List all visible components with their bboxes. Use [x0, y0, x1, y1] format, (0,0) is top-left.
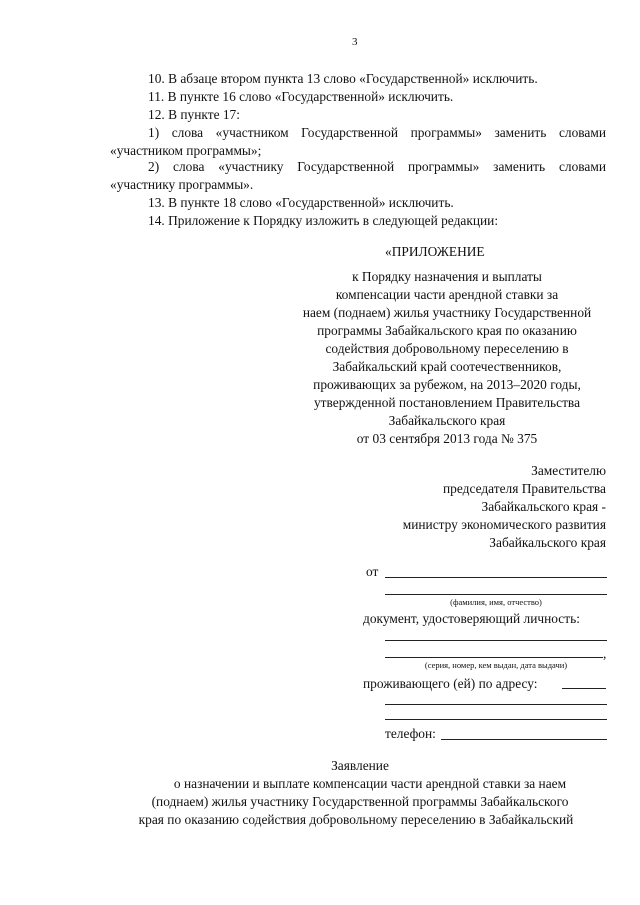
- appendix-line: наем (поднаем) жилья участнику Государственной: [302, 305, 592, 320]
- fio-hint: (фамилия, имя, отчество): [450, 597, 542, 607]
- statement-title: Заявление: [331, 758, 389, 773]
- appendix-line: от 03 сентября 2013 года № 375: [356, 431, 538, 446]
- amendment-12-item-1: 1) слова «участником Государственной программы» заменить словами: [148, 125, 606, 140]
- fio-input-line: [385, 577, 607, 578]
- address-input-line: [562, 688, 606, 689]
- appendix-line: проживающих за рубежом, на 2013–2020 годы,: [313, 377, 581, 392]
- document-comma: ,: [603, 646, 607, 661]
- appendix-line: Забайкальского края: [388, 413, 506, 428]
- amendment-14: 14. Приложение к Порядку изложить в следующей редакции:: [148, 213, 499, 228]
- fio-input-line-2: [385, 594, 607, 595]
- amendment-12-item-2-cont: «участнику программы».: [110, 177, 254, 192]
- appendix-line: программы Забайкальского края по оказанию: [317, 323, 577, 338]
- appendix-title: «ПРИЛОЖЕНИЕ: [385, 244, 485, 259]
- appendix-line: к Порядку назначения и выплаты: [352, 269, 542, 284]
- statement-line: (поднаем) жилья участнику Государственной программы Забайкальского: [151, 794, 569, 809]
- amendment-12: 12. В пункте 17:: [148, 107, 240, 122]
- appendix-line: утвержденной постановлением Правительства: [313, 395, 581, 410]
- addressee-line: министру экономического развития: [402, 517, 606, 532]
- document-input-line-2: [385, 657, 603, 658]
- addressee-line: Забайкальского края: [489, 535, 606, 550]
- addressee-line: Заместителю: [531, 463, 606, 478]
- page-number: 3: [352, 36, 358, 48]
- addressee-line: Забайкальского края -: [481, 499, 606, 514]
- addressee-line: председателя Правительства: [443, 481, 606, 496]
- address-label: проживающего (ей) по адресу:: [363, 676, 538, 691]
- document-input-line: [385, 640, 607, 641]
- phone-input-line: [441, 739, 607, 740]
- address-input-line-3: [385, 719, 607, 720]
- phone-label: телефон:: [385, 726, 436, 741]
- from-label: от: [366, 564, 379, 579]
- address-input-line-2: [385, 704, 607, 705]
- appendix-line: содействия добровольному переселению в: [325, 341, 569, 356]
- statement-line: края по оказанию содействия добровольному переселению в Забайкальский: [138, 812, 574, 827]
- document-label: документ, удостоверяющий личность:: [363, 611, 580, 626]
- document-hint: (серия, номер, кем выдан, дата выдачи): [424, 660, 568, 670]
- amendment-10: 10. В абзаце втором пункта 13 слово «Государственной» исключить.: [148, 71, 538, 86]
- appendix-line: Забайкальский край соотечественников,: [332, 359, 562, 374]
- amendment-13: 13. В пункте 18 слово «Государственной» исключить.: [148, 195, 454, 210]
- appendix-line: компенсации части арендной ставки за: [335, 287, 559, 302]
- amendment-12-item-1-cont: «участником программы»;: [110, 143, 262, 158]
- amendment-11: 11. В пункте 16 слово «Государственной» исключить.: [148, 89, 454, 104]
- statement-line: о назначении и выплате компенсации части арендной ставки за наем: [173, 776, 567, 791]
- amendment-12-item-2: 2) слова «участнику Государственной программы» заменить словами: [148, 159, 606, 174]
